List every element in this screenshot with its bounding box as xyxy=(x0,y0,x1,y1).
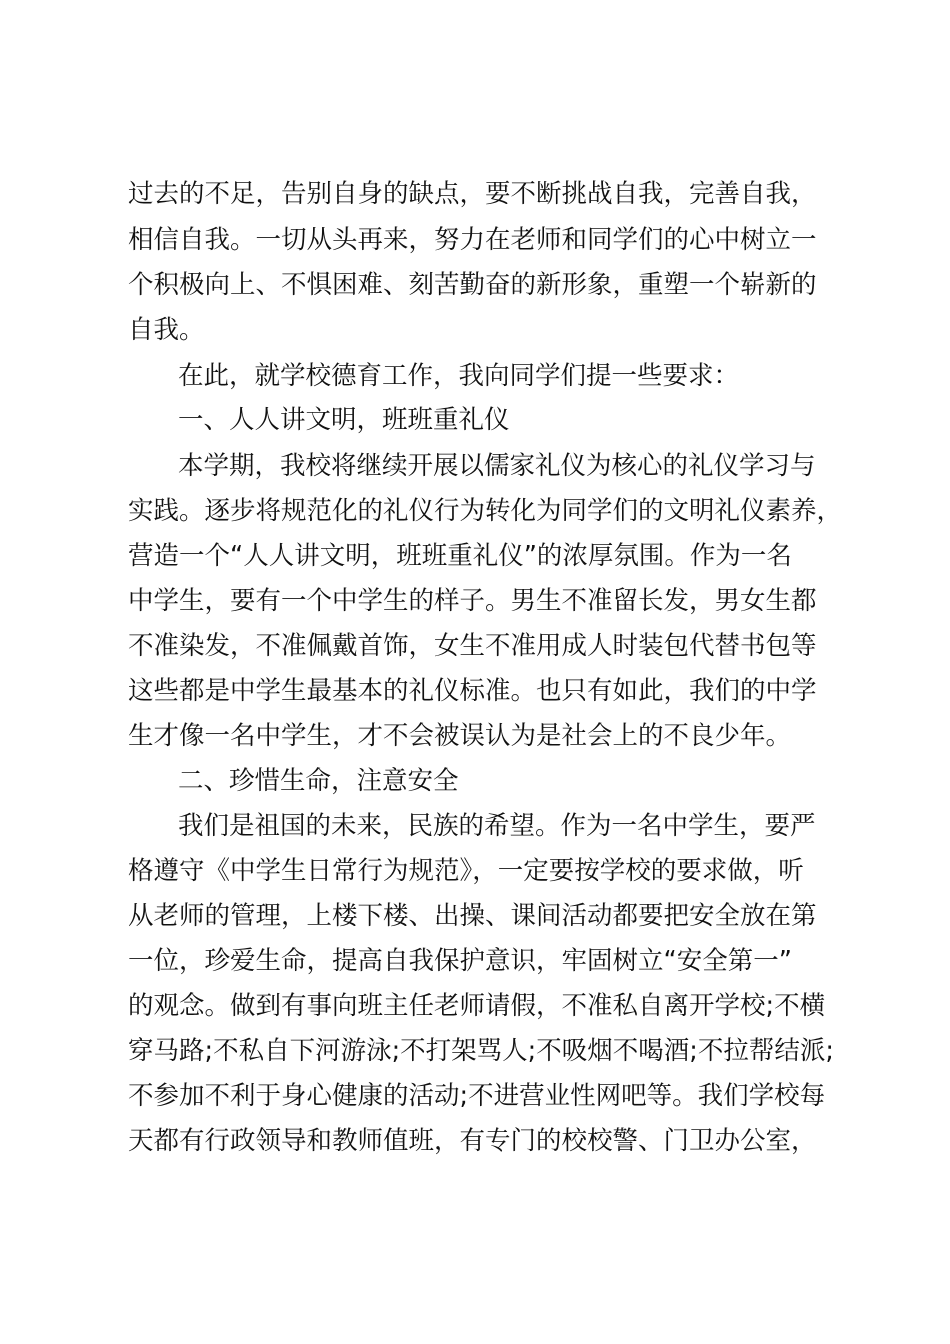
text-line: 中学生，要有一个中学生的样子。男生不准留长发，男女生都 xyxy=(128,586,817,616)
text-line: 过去的不足，告别自身的缺点，要不断挑战自我，完善自我， xyxy=(128,179,817,209)
section-heading: 一、人人讲文明，班班重礼仪 xyxy=(178,405,510,435)
text-line: 本学期，我校将继续开展以儒家礼仪为核心的礼仪学习与 xyxy=(178,451,816,481)
text-line: 的观念。做到有事向班主任老师请假，不准私自离开学校;不横 xyxy=(128,991,826,1021)
text-line: 从老师的管理，上楼下楼、出操、课间活动都要把安全放在第 xyxy=(128,901,817,931)
section-heading: 二、珍惜生命，注意安全 xyxy=(178,766,459,796)
text-line: 不参加不利于身心健康的活动;不进营业性网吧等。我们学校每 xyxy=(128,1081,826,1111)
text-line: 天都有行政领导和教师值班，有专门的校校警、门卫办公室， xyxy=(128,1126,817,1156)
text-line: 自我。 xyxy=(128,315,205,345)
text-line: 个积极向上、不惧困难、刻苦勤奋的新形象，重塑一个崭新的 xyxy=(128,270,817,300)
text-line: 在此，就学校德育工作，我向同学们提一些要求： xyxy=(178,361,740,391)
text-line: 营造一个“人人讲文明，班班重礼仪”的浓厚氛围。作为一名 xyxy=(128,541,792,571)
text-line: 不准染发，不准佩戴首饰，女生不准用成人时装包代替书包等 xyxy=(128,631,817,661)
text-line: 相信自我。一切从头再来，努力在老师和同学们的心中树立一 xyxy=(128,225,817,255)
text-line: 我们是祖国的未来，民族的希望。作为一名中学生，要严 xyxy=(178,811,816,841)
text-line: 生才像一名中学生，才不会被误认为是社会上的不良少年。 xyxy=(128,721,792,751)
text-line: 一位，珍爱生命，提高自我保护意识，牢固树立“安全第一” xyxy=(128,946,792,976)
text-line: 穿马路;不私自下河游泳;不打架骂人;不吸烟不喝酒;不拉帮结派; xyxy=(128,1036,834,1066)
text-line: 实践。逐步将规范化的礼仪行为转化为同学们的文明礼仪素养， xyxy=(128,496,843,526)
text-line: 这些都是中学生最基本的礼仪标准。也只有如此，我们的中学 xyxy=(128,676,817,706)
text-line: 格遵守《中学生日常行为规范》，一定要按学校的要求做，听 xyxy=(128,856,804,886)
